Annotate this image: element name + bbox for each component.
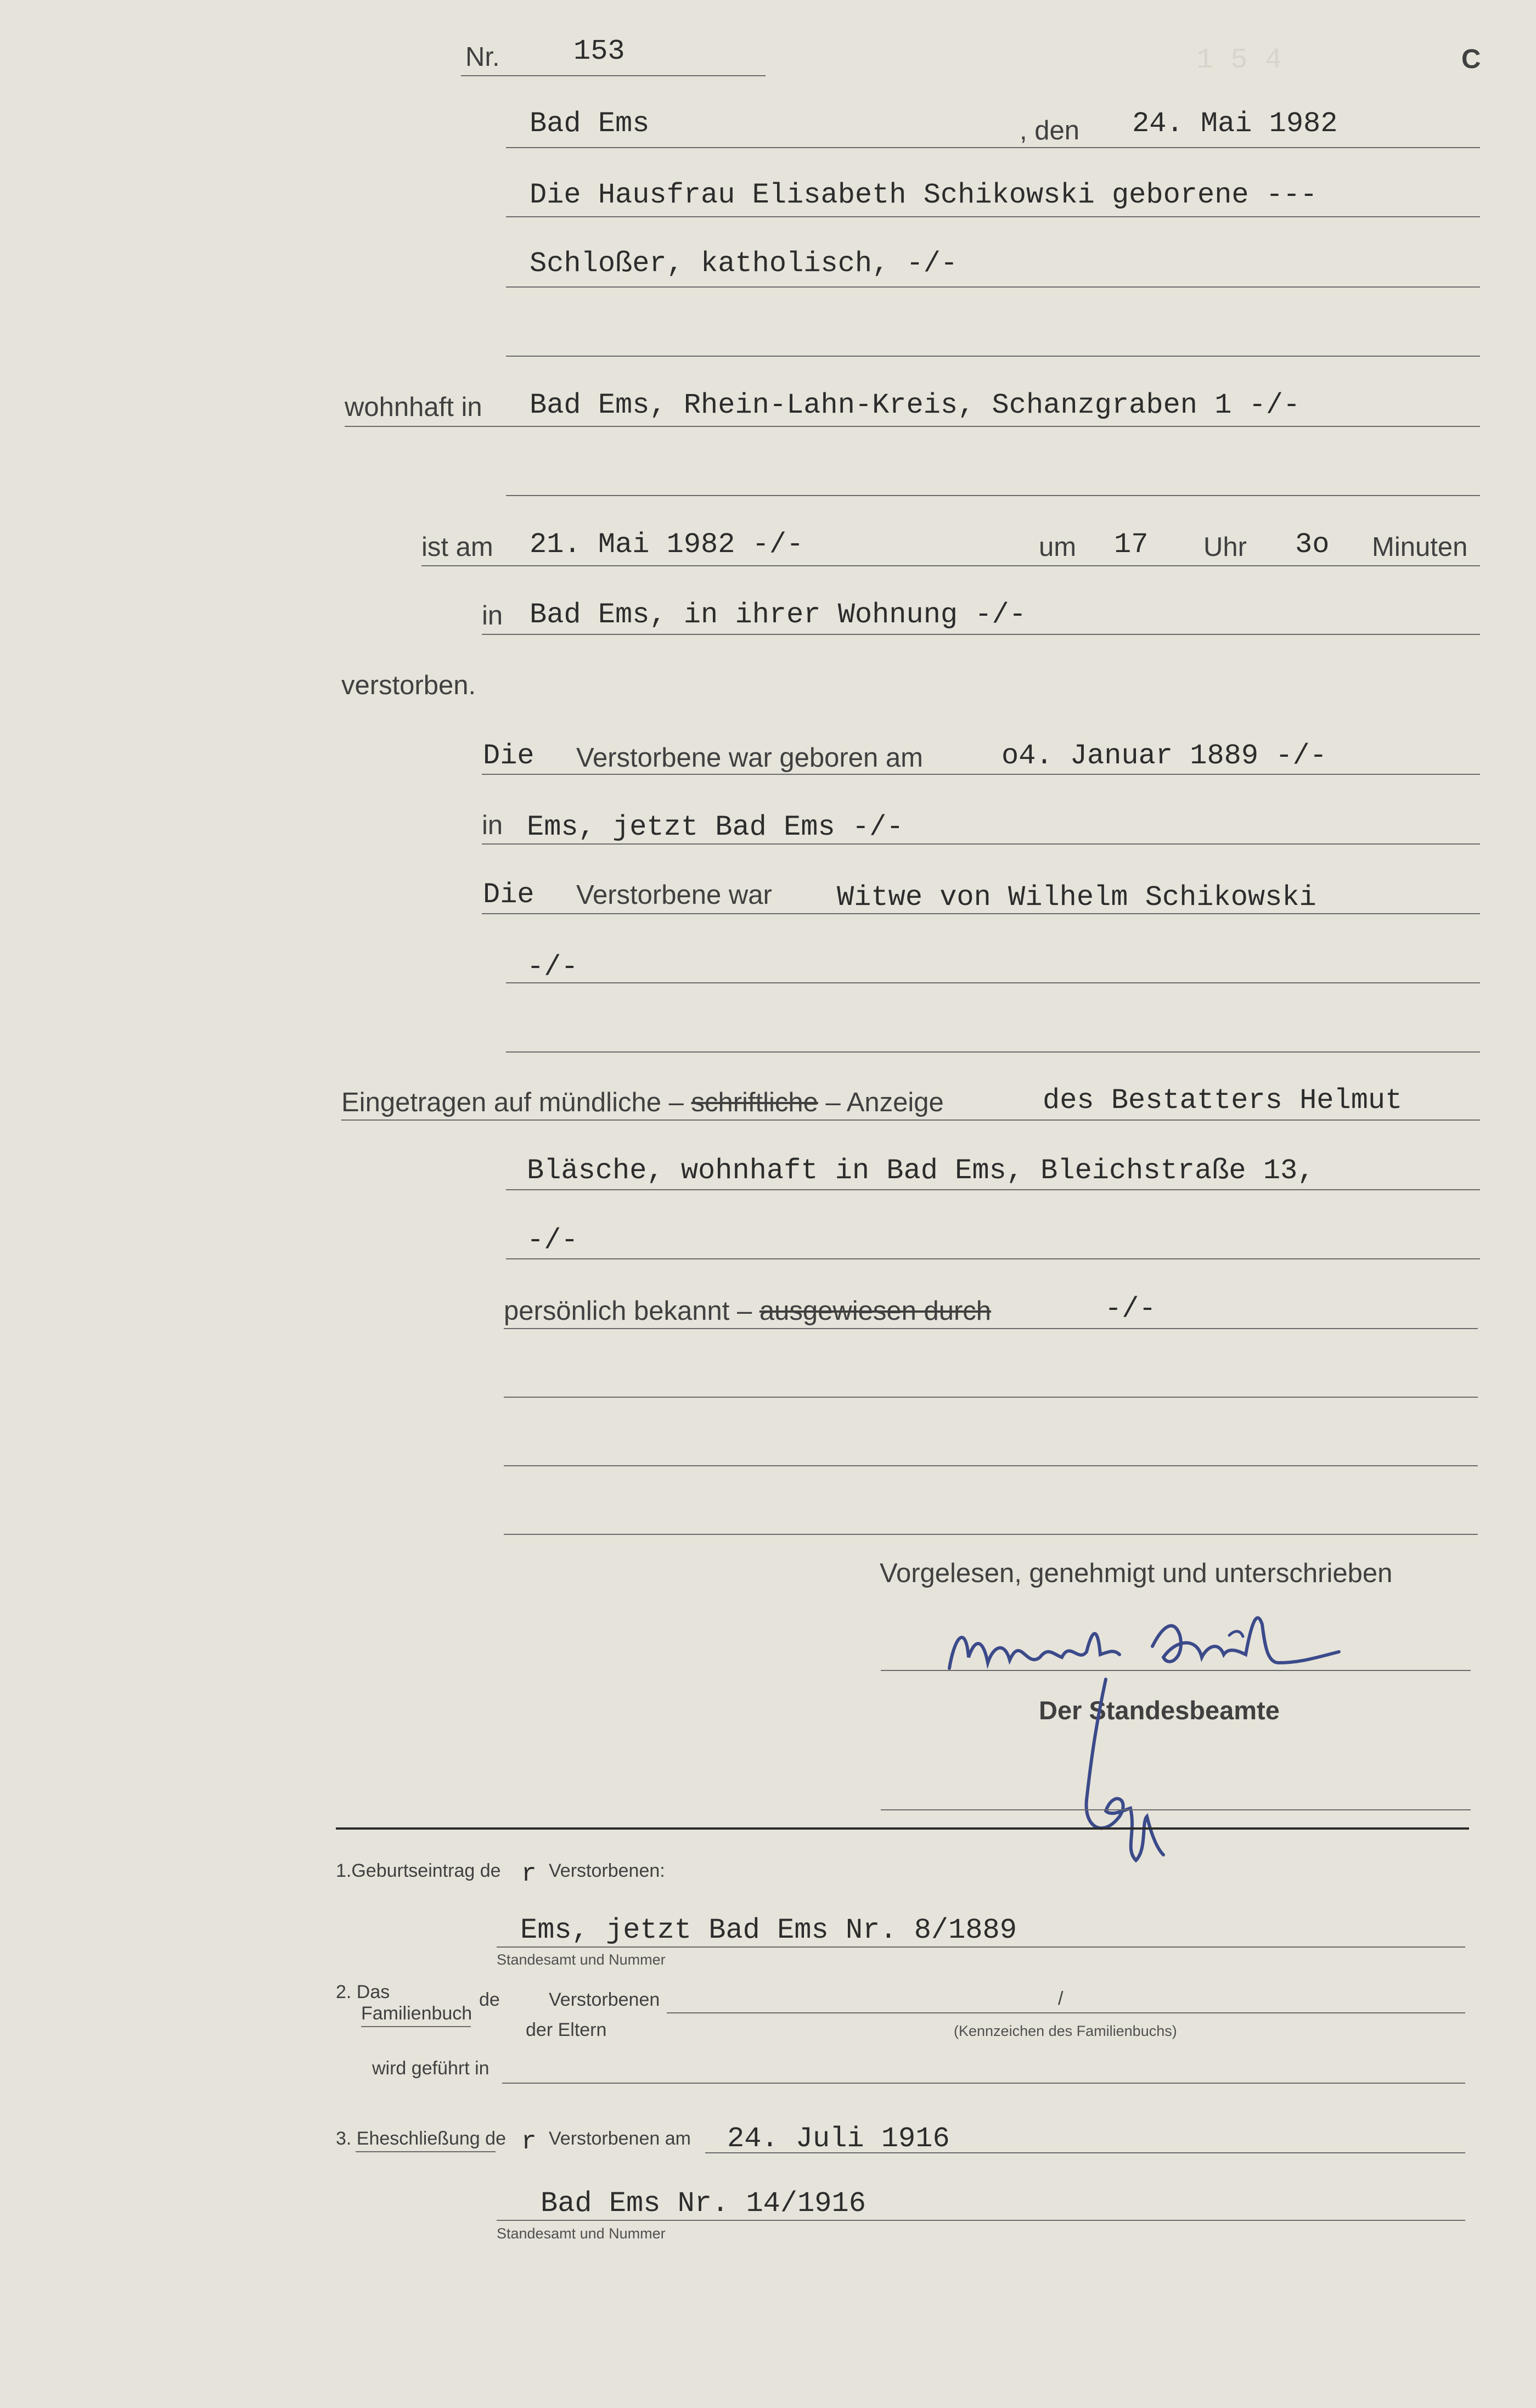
gefuehrt-underline xyxy=(502,2083,1465,2084)
nr-value: 153 xyxy=(573,35,625,67)
ehe-date-underline xyxy=(705,2152,1465,2153)
birth-place-underline xyxy=(482,843,1480,845)
familienbuch-num: 2. Das xyxy=(336,1982,390,2002)
den-label: , den xyxy=(1020,116,1079,145)
record-date: 24. Mai 1982 xyxy=(1132,108,1338,140)
eingetragen-text: Eingetragen auf mündliche – xyxy=(341,1088,684,1117)
residence-underline-2 xyxy=(506,495,1480,496)
death-place-underline xyxy=(482,634,1480,635)
residence-underline xyxy=(345,426,1480,427)
bekannt-text: persönlich bekannt – xyxy=(504,1296,752,1326)
verstorben-label: verstorben. xyxy=(341,671,476,700)
vorgelesen-text: Vorgelesen, genehmigt und unterschrieben xyxy=(880,1559,1393,1588)
schriftliche-struck: schriftliche xyxy=(691,1088,818,1117)
minuten-label: Minuten xyxy=(1372,532,1468,562)
standesamt-caption-1: Standesamt und Nummer xyxy=(497,1951,666,1968)
familienbuch-slash: / xyxy=(1058,1988,1064,2009)
ehe-suffix: Verstorbenen am xyxy=(549,2128,691,2149)
wohnhaft-label: wohnhaft in xyxy=(345,392,482,422)
blank-line-1 xyxy=(504,1397,1478,1398)
bekannt-value: -/- xyxy=(1105,1293,1156,1325)
informant-underline-2 xyxy=(506,1189,1480,1190)
informant-line-3: -/- xyxy=(527,1224,578,1257)
geburtseintrag-label: 1.Geburtseintrag de xyxy=(336,1860,501,1881)
status-underline-3 xyxy=(506,1051,1480,1053)
informant-line-2: Bläsche, wohnhaft in Bad Ems, Bleichstraße 13, xyxy=(527,1155,1315,1187)
nr-label: Nr. xyxy=(465,42,500,72)
signature-line-2 xyxy=(881,1809,1471,1810)
status-value: Witwe von Wilhelm Schikowski xyxy=(837,881,1316,914)
uhr-label: Uhr xyxy=(1203,532,1247,562)
birth-label: Verstorbene war geboren am xyxy=(576,743,923,773)
geburtseintrag-suffix: Verstorbenen: xyxy=(549,1860,665,1881)
familienbuch-label: Familienbuch xyxy=(361,2003,472,2024)
death-time-underline xyxy=(421,565,1480,566)
status-prefix: Die xyxy=(483,879,534,911)
geburtseintrag-value: Ems, jetzt Bad Ems Nr. 8/1889 xyxy=(520,1914,1017,1946)
informant-underline-1 xyxy=(341,1119,1480,1121)
birth-date-underline xyxy=(482,774,1480,775)
status-underline-2 xyxy=(506,982,1480,983)
place-of-record: Bad Ems xyxy=(530,108,650,140)
in-label: in xyxy=(482,601,503,631)
status-line-2: -/- xyxy=(527,951,578,983)
status-underline xyxy=(482,913,1480,914)
familienbuch-underline xyxy=(667,2012,1465,2013)
blank-line-2 xyxy=(504,1465,1478,1466)
standesbeamte-label: Der Standesbeamte xyxy=(1039,1696,1280,1725)
um-label: um xyxy=(1039,532,1077,562)
bleed-through-text: 1 5 4 xyxy=(1196,44,1282,76)
nr-underline xyxy=(461,75,766,76)
section-separator xyxy=(336,1827,1469,1830)
familienbuch-label-underline xyxy=(361,2026,471,2027)
ehe-place: Bad Ems Nr. 14/1916 xyxy=(541,2187,866,2220)
gefuehrt-label: wird geführt in xyxy=(372,2058,490,2079)
birth-in-label: in xyxy=(482,811,503,840)
death-minutes: 3o xyxy=(1295,528,1330,561)
residence-value: Bad Ems, Rhein-Lahn-Kreis, Schanzgraben 1 -/- xyxy=(530,389,1301,421)
ist-am-label: ist am xyxy=(421,532,493,562)
ehe-label: 3. Eheschließung de xyxy=(336,2128,506,2149)
blank-line-3 xyxy=(504,1534,1478,1535)
ehe-date: 24. Juli 1916 xyxy=(727,2123,950,2155)
ehe-place-underline xyxy=(497,2220,1465,2221)
signature-line-1 xyxy=(881,1670,1471,1671)
death-hour: 17 xyxy=(1114,528,1149,561)
birth-date: o4. Januar 1889 -/- xyxy=(1002,740,1327,772)
standesamt-caption-2: Standesamt und Nummer xyxy=(497,2225,666,2242)
birth-prefix: Die xyxy=(483,740,534,772)
eingetragen-label xyxy=(341,1089,944,1116)
informant-line-1: des Bestatters Helmut xyxy=(1043,1084,1403,1117)
person-underline-2 xyxy=(506,286,1480,288)
handwritten-signature-2 xyxy=(1054,1674,1180,1871)
corner-letter: C xyxy=(1461,44,1481,74)
familienbuch-eltern: der Eltern xyxy=(526,2019,607,2040)
death-place: Bad Ems, in ihrer Wohnung -/- xyxy=(530,599,1026,631)
date-underline xyxy=(506,147,1480,148)
person-underline-3 xyxy=(506,356,1480,357)
familienbuch-kennzeichen: (Kennzeichen des Familienbuchs) xyxy=(954,2023,1177,2039)
birth-place: Ems, jetzt Bad Ems -/- xyxy=(527,811,904,843)
ausgewiesen-struck: ausgewiesen durch xyxy=(759,1296,992,1326)
person-underline-1 xyxy=(506,216,1480,217)
person-line-2: Schloßer, katholisch, -/- xyxy=(530,247,958,280)
ehe-label-underline xyxy=(356,2151,496,2152)
informant-underline-3 xyxy=(506,1258,1480,1259)
death-date: 21. Mai 1982 -/- xyxy=(530,528,804,561)
person-line-1: Die Hausfrau Elisabeth Schikowski geborene --- xyxy=(530,179,1318,211)
anzeige-text: – Anzeige xyxy=(825,1088,944,1117)
status-label: Verstorbene war xyxy=(576,880,772,910)
bekannt-underline xyxy=(504,1328,1478,1329)
geburtseintrag-letter: r xyxy=(521,1860,537,1888)
ehe-letter: r xyxy=(521,2128,537,2156)
familienbuch-verstorbenen: Verstorbenen xyxy=(549,1989,660,2010)
geburtseintrag-underline xyxy=(497,1946,1465,1948)
bekannt-label xyxy=(504,1298,991,1325)
familienbuch-de: de xyxy=(479,1989,500,2010)
